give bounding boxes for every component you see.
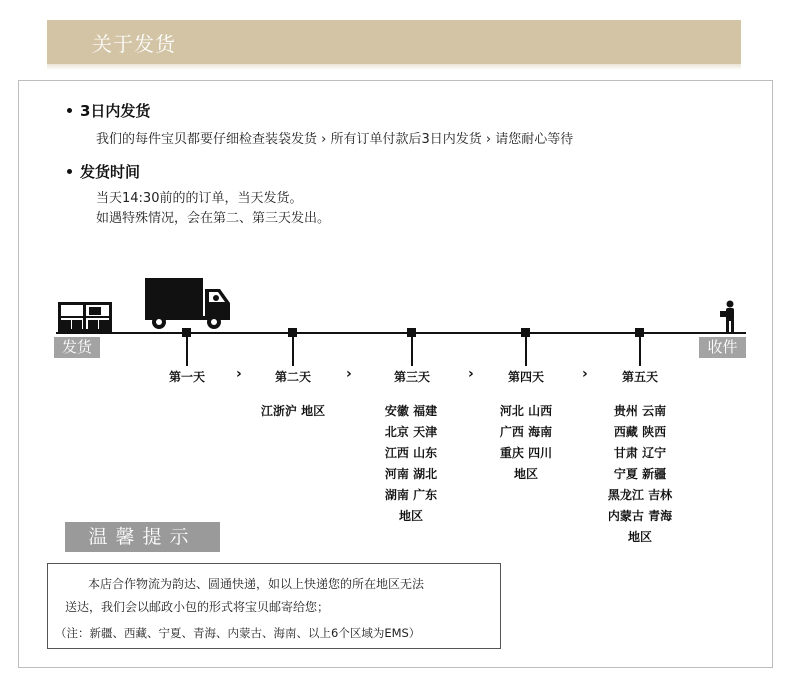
chevron-right-icon: › bbox=[485, 132, 492, 147]
region-line: 广西 海南 bbox=[499, 425, 553, 439]
bullet-dot bbox=[67, 169, 72, 174]
time-line-1: 当天14:30前的的订单，当天发货。 bbox=[96, 191, 303, 206]
region-line: 地区 bbox=[627, 530, 652, 544]
tips-line-3: （注：新疆、西藏、宁夏、青海、内蒙古、海南、以上6个区域为EMS） bbox=[55, 626, 421, 640]
chevron-right-icon: › bbox=[468, 366, 474, 382]
regions-day2 bbox=[253, 401, 333, 422]
receive-label: 收件 bbox=[699, 337, 746, 358]
region-line: 贵州 云南 bbox=[613, 404, 667, 418]
region-line: 重庆 四川 bbox=[499, 446, 553, 460]
tips-line-1: 本店合作物流为韵达、圆通快递，如以上快递您的所在地区无法 bbox=[88, 577, 425, 591]
timeline-stem bbox=[639, 336, 641, 366]
timeline-stem bbox=[411, 336, 413, 366]
region-line: 西藏 陕西 bbox=[613, 425, 667, 439]
timeline-stem bbox=[525, 336, 527, 366]
day-label-1: 第一天 bbox=[168, 370, 205, 384]
time-line-2: 如遇特殊情况，会在第二、第三天发出。 bbox=[96, 211, 331, 226]
region-line: 河北 山西 bbox=[499, 404, 553, 418]
region-line: 地区 bbox=[513, 467, 538, 481]
region-line: 内蒙古 青海 bbox=[607, 509, 673, 523]
tips-line-2: 送达，我们会以邮政小包的形式将宝贝邮寄给您； bbox=[65, 600, 330, 614]
timeline-stem bbox=[186, 336, 188, 366]
step-1: 我们的每件宝贝都要仔细检查装袋发货 bbox=[96, 132, 318, 147]
day-label-3: 第三天 bbox=[393, 370, 430, 384]
region-line: 宁夏 新疆 bbox=[613, 467, 667, 481]
ship-label: 发货 bbox=[54, 337, 100, 358]
region-line: 湖南 广东 bbox=[384, 488, 438, 502]
section-heading-3day: 3日内发货 bbox=[80, 102, 151, 120]
day-label-2: 第二天 bbox=[274, 370, 311, 384]
header-shadow bbox=[47, 64, 741, 70]
region-line: 黑龙江 吉林 bbox=[607, 488, 673, 502]
day-label-5: 第五天 bbox=[621, 370, 658, 384]
region-line: 安徽 福建 bbox=[384, 404, 438, 418]
bullet-dot bbox=[67, 108, 72, 113]
region-line: 江浙沪 地区 bbox=[260, 404, 326, 418]
day-label-4: 第四天 bbox=[507, 370, 544, 384]
chevron-right-icon: › bbox=[346, 366, 352, 382]
step-2: 所有订单付款后3日内发货 bbox=[330, 132, 482, 147]
chevron-right-icon: › bbox=[582, 366, 588, 382]
chevron-right-icon: › bbox=[236, 366, 242, 382]
region-line: 甘肃 辽宁 bbox=[613, 446, 667, 460]
region-line: 地区 bbox=[398, 509, 423, 523]
regions-day3 bbox=[371, 401, 451, 527]
section-heading-time: 发货时间 bbox=[80, 163, 141, 181]
region-line: 北京 天津 bbox=[384, 425, 438, 439]
step-3: 请您耐心等待 bbox=[495, 132, 574, 147]
tips-notice-box bbox=[47, 563, 501, 649]
chevron-right-icon: › bbox=[321, 132, 327, 147]
region-line: 河南 湖北 bbox=[384, 467, 438, 481]
timeline-stem bbox=[292, 336, 294, 366]
warehouse-icon bbox=[56, 300, 114, 332]
region-line: 江西 山东 bbox=[384, 446, 438, 460]
regions-day4 bbox=[486, 401, 566, 485]
process-steps bbox=[96, 128, 573, 147]
truck-icon bbox=[144, 277, 234, 331]
person-receiving-icon bbox=[718, 300, 738, 332]
regions-day5 bbox=[600, 401, 680, 548]
page-title: 关于发货 bbox=[92, 32, 176, 56]
tips-title: 温馨提示 bbox=[65, 522, 220, 552]
